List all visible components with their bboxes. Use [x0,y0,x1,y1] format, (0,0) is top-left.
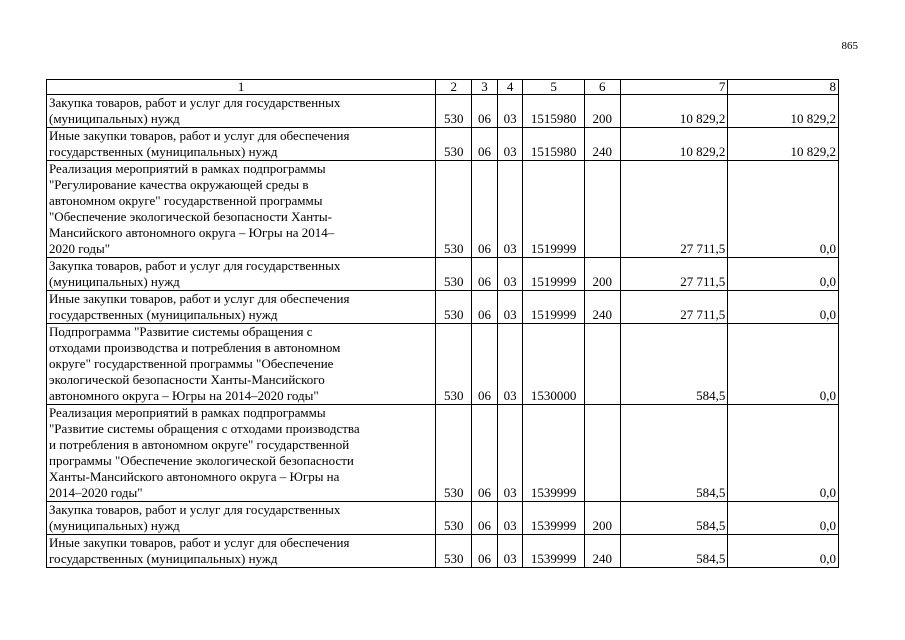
row-code-3-cell: 06 [472,502,498,535]
row-code-3-cell: 06 [472,324,498,405]
row-code-4-cell: 03 [497,324,523,405]
row-code-5-cell: 1539999 [523,405,584,502]
row-code-5-cell: 1539999 [523,535,584,568]
row-amount-7-cell: 27 711,5 [620,258,728,291]
row-description-cell: Иные закупки товаров, работ и услуг для обеспечения государственных (муниципальных) нужд [47,291,436,324]
table-row [47,291,839,324]
row-amount-7-cell: 27 711,5 [620,291,728,324]
table-body [47,80,839,568]
row-code-6-cell: 200 [584,258,620,291]
row-amount-8-cell: 0,0 [728,535,839,568]
budget-table [46,79,839,568]
row-code-6-cell: 240 [584,535,620,568]
row-amount-7-cell: 584,5 [620,405,728,502]
row-code-4-cell: 03 [497,95,523,128]
row-amount-8-cell: 0,0 [728,258,839,291]
row-code-6-cell [584,161,620,258]
row-code-5-cell: 1515980 [523,128,584,161]
row-amount-7-cell: 10 829,2 [620,128,728,161]
row-code-5-cell: 1519999 [523,291,584,324]
row-description-cell: Иные закупки товаров, работ и услуг для обеспечения государственных (муниципальных) нужд [47,535,436,568]
row-description-cell: Закупка товаров, работ и услуг для государственных (муниципальных) нужд [47,95,436,128]
header-cell-3: 3 [472,80,498,95]
row-code-2-cell: 530 [436,502,472,535]
row-amount-8-cell: 0,0 [728,291,839,324]
row-code-4-cell: 03 [497,258,523,291]
row-code-6-cell: 200 [584,502,620,535]
header-cell-5: 5 [523,80,584,95]
table-row [47,95,839,128]
row-description-cell: Закупка товаров, работ и услуг для государственных (муниципальных) нужд [47,258,436,291]
table-row [47,502,839,535]
row-code-5-cell: 1519999 [523,258,584,291]
row-amount-7-cell: 27 711,5 [620,161,728,258]
row-code-2-cell: 530 [436,324,472,405]
row-description-cell: Подпрограмма "Развитие системы обращения с отходами производства и потребления в автономном округе" государственной программы "Обеспечение экологической безопасности Ханты-Мансийского автономного округа – Югры на 2014–2020 годы" [47,324,436,405]
row-amount-8-cell: 10 829,2 [728,95,839,128]
row-code-4-cell: 03 [497,535,523,568]
row-code-2-cell: 530 [436,535,472,568]
table-row [47,324,839,405]
row-amount-8-cell: 0,0 [728,502,839,535]
row-description-cell: Иные закупки товаров, работ и услуг для обеспечения государственных (муниципальных) нужд [47,128,436,161]
row-amount-8-cell: 10 829,2 [728,128,839,161]
row-code-6-cell: 240 [584,128,620,161]
row-code-2-cell: 530 [436,258,472,291]
table-header-row [47,80,839,95]
row-code-3-cell: 06 [472,161,498,258]
row-code-3-cell: 06 [472,258,498,291]
row-code-6-cell: 240 [584,291,620,324]
row-code-3-cell: 06 [472,128,498,161]
row-code-5-cell: 1530000 [523,324,584,405]
row-code-4-cell: 03 [497,405,523,502]
row-code-3-cell: 06 [472,291,498,324]
row-amount-7-cell: 584,5 [620,502,728,535]
table-row [47,535,839,568]
row-amount-7-cell: 10 829,2 [620,95,728,128]
header-cell-2: 2 [436,80,472,95]
row-description-cell: Реализация мероприятий в рамках подпрограммы "Регулирование качества окружающей среды в автономном округе" государственной программы "Обеспечение экологической безопасности Ханты- Мансийского автономного округа – Югры на 2014– 2020 годы" [47,161,436,258]
row-code-5-cell: 1539999 [523,502,584,535]
row-amount-8-cell: 0,0 [728,405,839,502]
row-code-4-cell: 03 [497,291,523,324]
row-amount-7-cell: 584,5 [620,324,728,405]
page-number: 865 [841,40,858,52]
table-row [47,128,839,161]
row-code-4-cell: 03 [497,161,523,258]
row-code-2-cell: 530 [436,95,472,128]
row-code-3-cell: 06 [472,535,498,568]
row-code-6-cell: 200 [584,95,620,128]
row-code-4-cell: 03 [497,128,523,161]
row-description-cell: Реализация мероприятий в рамках подпрограммы "Развитие системы обращения с отходами производства и потребления в автономном округе" государственной программы "Обеспечение экологической безопасности Ханты-Мансийского автономного округа – Югры на 2014–2020 годы" [47,405,436,502]
row-code-2-cell: 530 [436,291,472,324]
row-amount-8-cell: 0,0 [728,324,839,405]
table-row [47,161,839,258]
header-cell-8: 8 [728,80,839,95]
row-code-6-cell [584,324,620,405]
row-code-2-cell: 530 [436,405,472,502]
header-cell-7: 7 [620,80,728,95]
header-cell-1: 1 [47,80,436,95]
header-cell-4: 4 [497,80,523,95]
row-description-cell: Закупка товаров, работ и услуг для государственных (муниципальных) нужд [47,502,436,535]
row-code-4-cell: 03 [497,502,523,535]
row-code-5-cell: 1519999 [523,161,584,258]
row-code-3-cell: 06 [472,95,498,128]
table-row [47,405,839,502]
header-cell-6: 6 [584,80,620,95]
row-code-2-cell: 530 [436,128,472,161]
row-amount-7-cell: 584,5 [620,535,728,568]
row-amount-8-cell: 0,0 [728,161,839,258]
row-code-5-cell: 1515980 [523,95,584,128]
row-code-2-cell: 530 [436,161,472,258]
row-code-6-cell [584,405,620,502]
row-code-3-cell: 06 [472,405,498,502]
table-row [47,258,839,291]
